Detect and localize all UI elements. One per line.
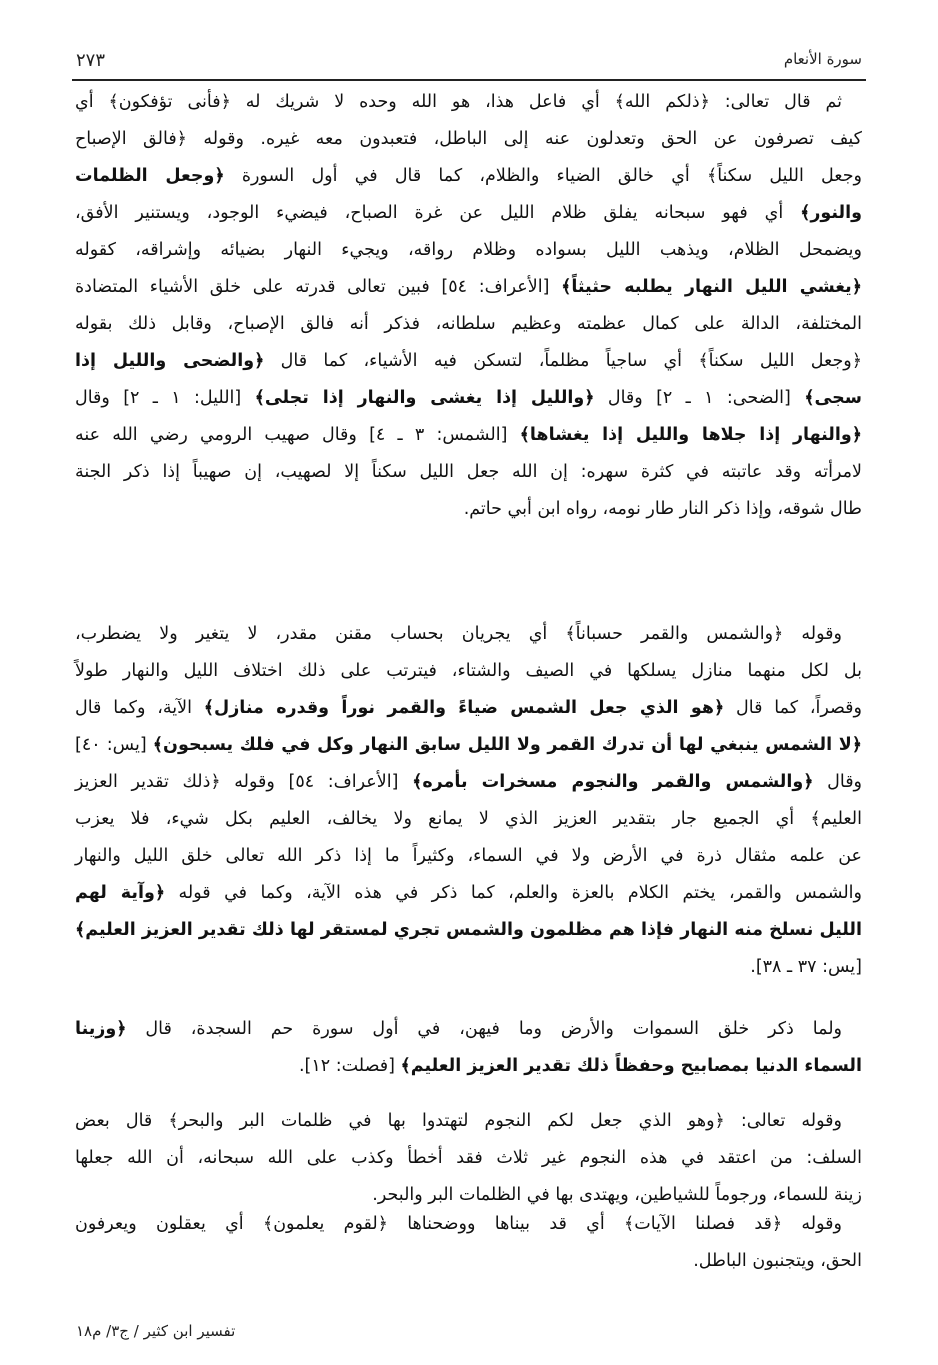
quran-verse-text: والنور﴾ (800, 203, 862, 223)
text-line (75, 764, 862, 801)
text-line (75, 195, 862, 232)
body-text: وقوله تعالى: ﴿وهو الذي جعل لكم النجوم لتهتدوا بها في ظلمات البر والبحر﴾ قال بعض (75, 1111, 842, 1131)
text-line (75, 1206, 862, 1243)
quran-verse-text: ﴿لا الشمس ينبغي لها أن تدرك القمر ولا الليل سابق النهار وكل في فلك يسبحون﴾ (152, 735, 863, 755)
body-text: أي فهو سبحانه يفلق ظلام الليل عن غرة الصباح، فيضيء الوجود، ويستنير الأفق، (75, 203, 801, 223)
body-text: الحق، ويتجنبون الباطل. (693, 1251, 862, 1271)
text-line (75, 838, 862, 875)
body-text: السلف: من اعتقد في هذه النجوم غير ثلاث فقد أخطأ وكذب على الله سبحانه، أن الله جعلها (75, 1148, 862, 1168)
quran-verse-text: ﴿وآية لهم (75, 883, 166, 903)
body-text: ثم قال تعالى: ﴿ذلكم الله﴾ أي فاعل هذا، هو الله وحده لا شريك له ﴿فأنى تؤفكون﴾ أي (75, 92, 842, 112)
body-text: ويضمحل الظلام، ويذهب الليل بسواده وظلام رواقه، ويجيء النهار بضيائه وإشراقه، كقوله (75, 240, 862, 260)
quran-verse-text: ﴿والضحى والليل إذا (75, 351, 265, 371)
text-line (75, 380, 862, 417)
footer-signature: تفسير ابن كثير / ج٣/ م١٨ (76, 1322, 236, 1340)
paragraph (75, 1206, 862, 1280)
body-text: المختلفة، الدالة على كمال عظمته وعظيم سلطانه، فذكر أنه فالق الإصباح، وقابل ذلك بقوله (75, 314, 862, 334)
text-line (75, 949, 862, 986)
text-line (75, 158, 862, 195)
text-line (75, 232, 862, 269)
quran-verse-text: سجى﴾ (804, 388, 862, 408)
text-line (75, 727, 862, 764)
text-line (75, 912, 862, 949)
body-text: [الليل: ١ ـ ٢] وقال (75, 388, 255, 408)
body-text: [الأعراف: ٥٤] وقوله ﴿ذلك تقدير العزيز (75, 772, 413, 792)
body-text: وجعل الليل سكناً﴾ أي خالق الضياء والظلام، كما قال في أول السورة (224, 166, 862, 186)
paragraph (75, 616, 862, 986)
quran-verse-text: السماء الدنيا بمصابيح وحفظاً ذلك تقدير العزيز العليم﴾ (400, 1056, 862, 1076)
text-line (75, 491, 862, 528)
body-text: الآية، وكما قال (75, 698, 204, 718)
quran-verse-text: ﴿والنهار إذا جلاها والليل إذا يغشاها﴾ (519, 425, 862, 445)
text-line (75, 801, 862, 838)
text-line (75, 417, 862, 454)
body-text: وقوله ﴿والشمس والقمر حسباناً﴾ أي يجريان بحساب مقنن مقدر، لا يتغير ولا يضطرب، (75, 624, 842, 644)
quran-verse-text: ﴿والشمس والقمر والنجوم مسخرات بأمره﴾ (412, 772, 814, 792)
text-line (75, 1140, 862, 1177)
text-line (75, 875, 862, 912)
body-text: طال شوقه، وإذا ذكر النار طار نومه، رواه ابن أبي حاتم. (463, 499, 862, 519)
body-text: ولما ذكر خلق السموات والأرض وما فيهن، في أول سورة حم السجدة، قال (126, 1019, 842, 1039)
text-line (75, 343, 862, 380)
body-text: ﴿وجعل الليل سكناً﴾ أي ساجياً مظلماً، لتسكن فيه الأشياء، كما قال (264, 351, 862, 371)
body-text: والشمس والقمر، يختم الكلام بالعزة والعلم، كما ذكر في هذه الآية، وكما في قوله (165, 883, 862, 903)
body-text: [فصلت: ١٢]. (298, 1056, 401, 1076)
paragraph (75, 84, 862, 528)
body-text: وقوله ﴿قد فصلنا الآيات﴾ أي قد بيناها ووضحناها ﴿لقوم يعلمون﴾ أي يعقلون ويعرفون (75, 1214, 842, 1234)
quran-verse-text: ﴿وجعل الظلمات (75, 166, 225, 186)
body-text: زينة للسماء، ورجوماً للشياطين، ويهتدى بها في الظلمات البر والبحر. (372, 1185, 862, 1205)
quran-verse-text: ﴿وزينا (75, 1019, 127, 1039)
body-text: العليم﴾ أي الجميع جار بتقدير العزيز الذي لا يمانع ولا يخالف، العليم بكل شيء، فلا يعزب (75, 809, 862, 829)
quran-verse-text: ﴿والليل إذا يغشى والنهار إذا تجلى﴾ (254, 388, 595, 408)
text-line (75, 269, 862, 306)
paragraph (75, 1103, 862, 1214)
body-text: لامرأته وقد عاتبته في كثرة سهره: إن الله جعل الليل سكناً إلا لصهيب، إن صهيباً إذا ذكر الجنة (75, 462, 862, 482)
body-text: عن علمه مثقال ذرة في الأرض ولا في السماء، وكثيراً ما إذا ذكر الله تعالى خلق الليل والنهار (75, 846, 862, 866)
text-line (75, 454, 862, 491)
body-text: وقال (813, 772, 863, 792)
text-line (75, 84, 862, 121)
text-line (75, 1048, 862, 1085)
text-line (75, 306, 862, 343)
quran-verse-text: ﴿يغشي الليل النهار يطلبه حثيثاً﴾ (561, 277, 862, 297)
text-line (75, 616, 862, 653)
body-text: كيف تصرفون عن الحق وتعدلون عنه إلى الباطل، فتعبدون معه غيره. وقوله ﴿فالق الإصباح (75, 129, 862, 149)
body-text: [الشمس: ٣ ـ ٤] وقال صهيب الرومي رضي الله عنه (75, 425, 520, 445)
header-rule (72, 79, 866, 81)
text-line (75, 690, 862, 727)
text-line (75, 1103, 862, 1140)
quran-verse-text: الليل نسلخ منه النهار فإذا هم مظلمون والشمس تجري لمستقر لها ذلك تقدير العزيز العليم﴾ (75, 920, 862, 940)
body-text: بل لكل منهما منازل يسلكها في الصيف والشتاء، فيترتب على ذلك اختلاف الليل والنهار طولاً (75, 661, 862, 681)
text-line (75, 1243, 862, 1280)
page-number: ٢٧٣ (76, 50, 106, 71)
text-line (75, 1011, 862, 1048)
body-text: [يس: ٣٧ ـ ٣٨]. (750, 957, 862, 977)
body-text: [الضحى: ١ ـ ٢] وقال (594, 388, 805, 408)
paragraph (75, 1011, 862, 1085)
body-text: وقصراً، كما قال (724, 698, 862, 718)
body-text: [يس: ٤٠] (75, 735, 153, 755)
running-header-surah: سورة الأنعام (783, 50, 862, 68)
text-line (75, 121, 862, 158)
text-line (75, 653, 862, 690)
quran-verse-text: ﴿هو الذي جعل الشمس ضياءً والقمر نوراً وقدره منازل﴾ (203, 698, 725, 718)
body-text: [الأعراف: ٥٤] فبين تعالى قدرته على خلق الأشياء المتضادة (75, 277, 562, 297)
